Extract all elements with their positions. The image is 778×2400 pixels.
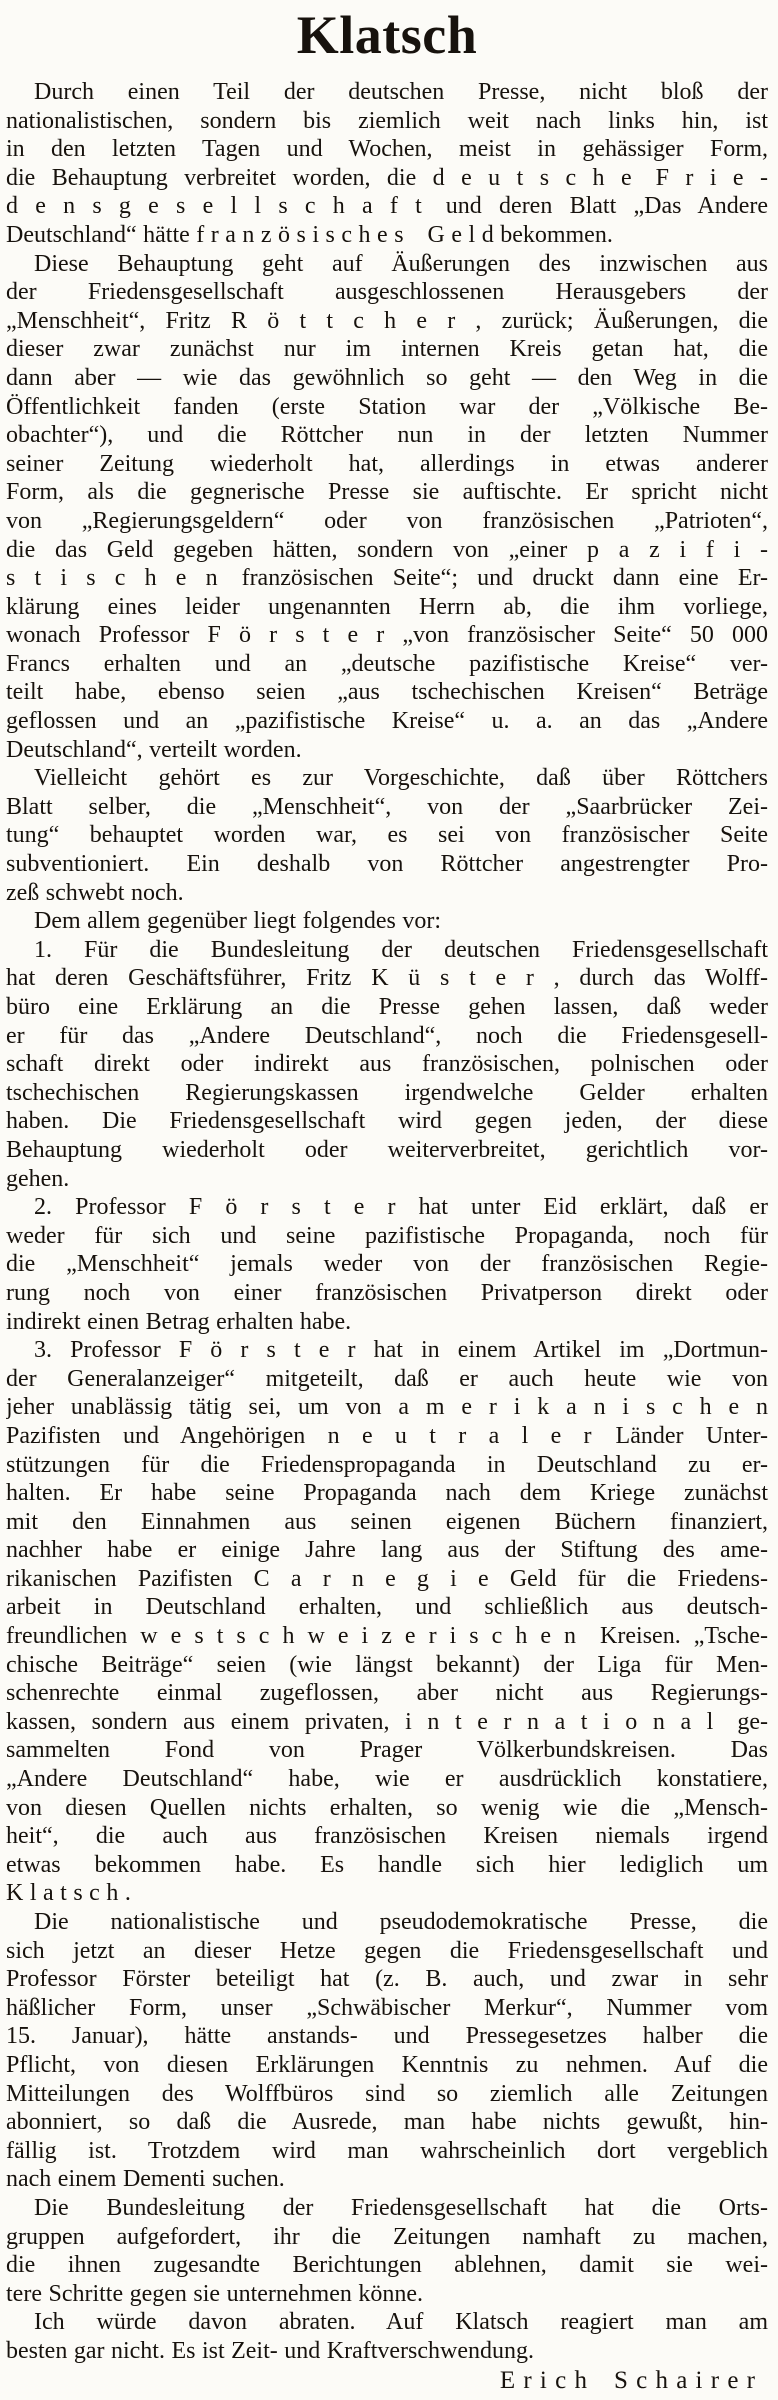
text-line: sich jetzt an dieser Hetze gegen die Friedensgesellschaft und [6, 1937, 768, 1964]
text-line: rikanischen Pazifisten C a r n e g i e Geld für die Friedens- [6, 1565, 768, 1592]
text-line: etwas bekommen habe. Es handle sich hier lediglich um [6, 1851, 768, 1878]
article-body [6, 78, 768, 2366]
text-line: Durch einen Teil der deutschen Presse, nicht bloß der [34, 79, 768, 105]
text-line: Ich würde davon abraten. Auf Klatsch reagiert man am [34, 2309, 768, 2336]
text-line: „Menschheit“, Fritz R ö t t c h e r , zurück; Äußerungen, die [6, 307, 768, 334]
text-line: zeß schwebt noch. [6, 879, 184, 906]
text-line: gehen. [6, 1165, 70, 1192]
text-line: Diese Behauptung geht auf Äußerungen des inzwischen aus [34, 250, 768, 277]
text-line: von „Regierungsgeldern“ oder von französischen „Patrioten“, [6, 507, 768, 534]
text-line: Die Bundesleitung der Friedensgesellschaft hat die Orts- [34, 2194, 768, 2221]
text-line: freundlichen w e s t s c h w e i z e r i s c h e n Kreisen. „Tsche- [6, 1623, 768, 1650]
paragraph [6, 250, 768, 765]
text-line: Dem allem gegenüber liegt folgendes vor: [34, 908, 442, 935]
text-line: tung“ behauptet worden war, es sei von französischer Seite [6, 822, 768, 849]
text-line: jeher unablässig tätig sei, um von a m e r i k a n i s c h e n [6, 1394, 768, 1421]
text-line: arbeit in Deutschland erhalten, und schließlich aus deutsch- [6, 1594, 768, 1621]
text-line: Behauptung wiederholt oder weiterverbreitet, gerichtlich vor- [6, 1136, 768, 1163]
text-line: Deutschland“ hätte f r a n z ö s i s c h e s G e l d bekommen. [6, 221, 613, 248]
text-line: er für das „Andere Deutschland“, noch die Friedensgesell- [6, 1022, 768, 1049]
paragraph [6, 1193, 768, 1336]
text-line: halten. Er habe seine Propaganda nach dem Kriege zunächst [6, 1480, 768, 1507]
text-line: Professor Förster beteiligt hat (z. B. auch, und zwar in sehr [6, 1966, 768, 1993]
text-line: seiner Zeitung wiederholt hat, allerdings in etwas anderer [6, 450, 768, 477]
text-line: tschechischen Regierungskassen irgendwelche Gelder erhalten [6, 1079, 768, 1106]
paragraph [6, 1336, 768, 1908]
text-line: nach einem Dementi suchen. [6, 2166, 285, 2193]
text-line: gruppen aufgefordert, ihr die Zeitungen namhaft zu machen, [6, 2223, 768, 2250]
text-line: schaft direkt oder indirekt aus französischen, polnischen oder [6, 1051, 768, 1078]
text-line: „Andere Deutschland“ habe, wie er ausdrücklich konstatiere, [6, 1766, 768, 1793]
text-line: schenrechte einmal zugeflossen, aber nicht aus Regierungs- [6, 1680, 768, 1707]
text-line: klärung eines leider ungenannten Herrn ab, die ihm vorliege, [6, 593, 768, 620]
text-line: Pazifisten und Angehörigen n e u t r a l e r Länder Unter- [6, 1422, 768, 1449]
text-line: subventioniert. Ein deshalb von Röttcher angestrengter Pro- [6, 851, 768, 878]
text-line: dieser zwar zunächst nur im internen Kreis getan hat, die [6, 336, 768, 363]
text-line: 3. Professor F ö r s t e r hat in einem Artikel im „Dortmun- [34, 1337, 768, 1364]
text-line: die „Menschheit“ jemals weder von der französischen Regie- [6, 1251, 768, 1278]
text-line: rung noch von einer französischen Privatperson direkt oder [6, 1279, 768, 1306]
text-line: die Behauptung verbreitet worden, die d e u t s c h e F r i e - [6, 164, 768, 191]
text-line: besten gar nicht. Es ist Zeit- und Kraftverschwendung. [6, 2337, 535, 2364]
paragraph [6, 1908, 768, 2194]
text-line: dann aber — wie das gewöhnlich so geht — den Weg in die [6, 364, 768, 391]
text-line: geflossen und an „pazifistische Kreise“ u. a. an das „Andere [6, 708, 768, 735]
text-line: Blatt selber, die „Menschheit“, von der „Saarbrücker Zei- [6, 793, 768, 820]
text-line: Öffentlichkeit fanden (erste Station war der „Völkische Be- [6, 393, 768, 420]
text-line: mit den Einnahmen aus seinen eigenen Büchern finanziert, [6, 1508, 768, 1535]
paragraph [6, 2308, 768, 2365]
text-line: Form, als die gegnerische Presse sie auftischte. Er spricht nicht [6, 479, 768, 506]
text-line: 1. Für die Bundesleitung der deutschen Friedensgesellschaft [34, 936, 768, 963]
text-line: häßlicher Form, unser „Schwäbischer Merkur“, Nummer vom [6, 1994, 768, 2021]
text-line: haben. Die Friedensgesellschaft wird gegen jeden, der diese [6, 1108, 768, 1135]
text-line: der Generalanzeiger“ mitgeteilt, daß er auch heute wie von [6, 1365, 768, 1392]
text-line: nationalistischen, sondern bis ziemlich weit nach links hin, ist [6, 107, 768, 134]
author-signature: E r i c h S c h a i r e r [499, 2366, 756, 2394]
text-line: 15. Januar), hätte anstands- und Pressegesetzes halber die [6, 2023, 768, 2050]
text-line: heit“, die auch aus französischen Kreisen niemals irgend [6, 1823, 768, 1850]
text-line: tere Schritte gegen sie unternehmen könne. [6, 2280, 424, 2307]
text-line: in den letzten Tagen und Wochen, meist in gehässiger Form, [6, 136, 768, 163]
text-line: abonniert, so daß die Ausrede, man habe nichts gewußt, hin- [6, 2109, 768, 2136]
paragraph [6, 78, 768, 250]
text-line: kassen, sondern aus einem privaten, i n t e r n a t i o n a l ge- [6, 1708, 768, 1735]
text-line: chische Beiträge“ seien (wie längst bekannt) der Liga für Men- [6, 1651, 768, 1678]
text-line: hat deren Geschäftsführer, Fritz K ü s t e r , durch das Wolff- [6, 965, 768, 992]
text-line: d e n s g e s e l l s c h a f t und deren Blatt „Das Andere [6, 193, 768, 220]
text-line: s t i s c h e n französischen Seite“; und druckt dann eine Er- [6, 565, 768, 592]
text-line: obachter“), und die Röttcher nun in der letzten Nummer [6, 422, 768, 449]
text-line: fällig ist. Trotzdem wird man wahrscheinlich dort vergeblich [6, 2137, 768, 2164]
text-line: Pflicht, von diesen Erklärungen Kenntnis zu nehmen. Auf die [6, 2051, 768, 2078]
text-line: indirekt einen Betrag erhalten habe. [6, 1308, 352, 1335]
text-line: nachher habe er einige Jahre lang aus der Stiftung des ame- [6, 1537, 768, 1564]
text-line: Die nationalistische und pseudodemokratische Presse, die [34, 1909, 768, 1935]
text-line: Mitteilungen des Wolffbüros sind so ziemlich alle Zeitungen [6, 2080, 768, 2107]
text-line: weder für sich und seine pazifistische Propaganda, noch für [6, 1222, 768, 1249]
text-line: sammelten Fond von Prager Völkerbundskreisen. Das [6, 1737, 768, 1764]
paragraph [6, 764, 768, 907]
text-line: K l a t s c h . [6, 1880, 131, 1907]
text-line: Deutschland“, verteilt worden. [6, 736, 302, 763]
text-line: 2. Professor F ö r s t e r hat unter Eid erklärt, daß er [34, 1194, 768, 1221]
text-line: Vielleicht gehört es zur Vorgeschichte, daß über Röttchers [34, 765, 768, 792]
text-line: die das Geld gegeben hätten, sondern von „einer p a z i f i - [6, 536, 768, 563]
text-line: teilt habe, ebenso seien „aus tschechischen Kreisen“ Beträge [6, 679, 768, 706]
paragraph [6, 936, 768, 1193]
text-line: von diesen Quellen nichts erhalten, so wenig wie die „Mensch- [6, 1794, 768, 1821]
text-line: die ihnen zugesandte Berichtungen ablehnen, damit sie wei- [6, 2252, 768, 2279]
paragraph [6, 907, 768, 936]
text-line: wonach Professor F ö r s t e r „von französischer Seite“ 50 000 [6, 622, 768, 649]
text-line: stützungen für die Friedenspropaganda in Deutschland zu er- [6, 1451, 768, 1478]
text-line: büro eine Erklärung an die Presse gehen lassen, daß weder [6, 994, 768, 1020]
text-line: der Friedensgesellschaft ausgeschlossenen Herausgebers der [6, 279, 768, 306]
paragraph [6, 2194, 768, 2308]
article-title: Klatsch [296, 5, 478, 65]
text-line: Francs erhalten und an „deutsche pazifistische Kreise“ ver- [6, 650, 768, 677]
